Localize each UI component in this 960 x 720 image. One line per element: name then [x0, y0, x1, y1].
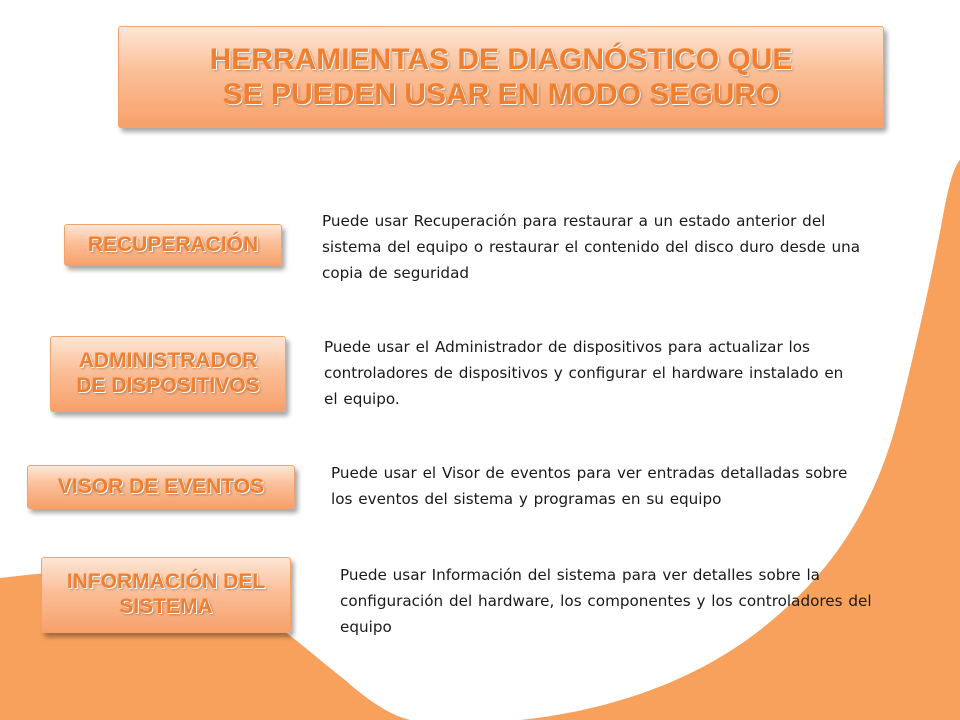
administrador-label: [50, 336, 286, 412]
recuperacion-description: Puede usar Recuperación para restaurar a un estado anterior del sistema del equipo o restaurar el contenido del disco duro desde una copia de seguridad: [322, 212, 861, 282]
administrador-label-text: ADMINISTRADOR DE DISPOSITIVOS: [76, 349, 260, 397]
page-title: [118, 26, 884, 128]
visor-eventos-label-text: VISOR DE EVENTOS: [57, 474, 265, 498]
informacion-sistema-label-text: INFORMACIÓN DEL SISTEMA: [66, 570, 266, 618]
informacion-sistema-label: [41, 557, 291, 633]
recuperacion-label-text: RECUPERACIÓN: [87, 232, 259, 256]
page-title-text: HERRAMIENTAS DE DIAGNÓSTICO QUE SE PUEDEN USAR EN MODO SEGURO: [209, 42, 793, 111]
visor-eventos-label: [27, 465, 295, 509]
recuperacion-label: [64, 224, 282, 266]
informacion-sistema-description: Puede usar Información del sistema para ver detalles sobre la configuración del hardware, los componentes y los controladores del equipo: [340, 566, 872, 636]
administrador-description: Puede usar el Administrador de dispositivos para actualizar los controladores de dispositivos y configurar el hardware instalado en el equipo.: [324, 338, 844, 408]
visor-eventos-description: Puede usar el Visor de eventos para ver entradas detalladas sobre los eventos del sistema y programas en su equipo: [331, 464, 848, 508]
